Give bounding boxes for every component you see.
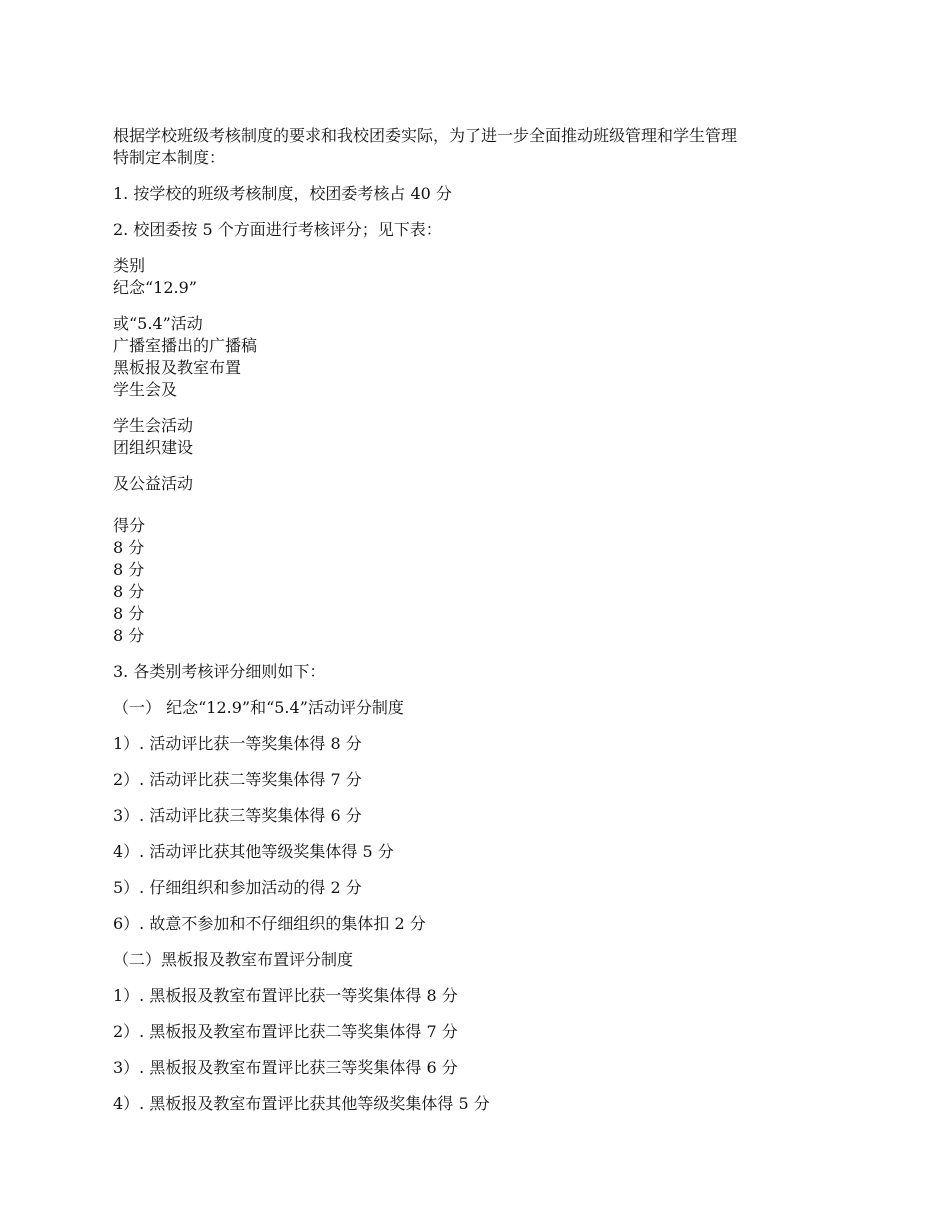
section-1-rule: 4）. 活动评比获其他等级奖集体得 5 分 [113,842,394,861]
section-2-title: （二）黑板报及教室布置评分制度 [113,950,354,969]
intro-line-2: 特制定本制度： [113,148,226,167]
table-score: 8 分 [113,560,145,579]
table-category-line: 或“5.4”活动 [113,314,203,333]
table-category-line: 团组织建设 [113,438,194,457]
section-1-title: （一） 纪念“12.9”和“5.4”活动评分制度 [113,698,404,717]
section-1-rule: 6）. 故意不参加和不仔细组织的集体扣 2 分 [113,914,426,933]
section-2-rule: 1）. 黑板报及教室布置评比获一等奖集体得 8 分 [113,986,458,1005]
section-1-rule: 2）. 活动评比获二等奖集体得 7 分 [113,770,362,789]
item-1: 1. 按学校的班级考核制度，校团委考核占 40 分 [113,184,452,203]
section-1-rule: 3）. 活动评比获三等奖集体得 6 分 [113,806,362,825]
section-1-rule: 5）. 仔细组织和参加活动的得 2 分 [113,878,362,897]
item-3: 3. 各类别考核评分细则如下： [113,662,326,681]
table-category-header: 类别 [113,256,146,275]
score-table [113,255,853,647]
table-category-line: 纪念“12.9” [113,278,197,297]
document-body [113,125,853,1115]
section-2-rule: 4）. 黑板报及教室布置评比获其他等级奖集体得 5 分 [113,1094,490,1113]
section-2-rule: 2）. 黑板报及教室布置评比获二等奖集体得 7 分 [113,1022,458,1041]
table-score: 8 分 [113,582,145,601]
section-1-rule: 1）. 活动评比获一等奖集体得 8 分 [113,734,362,753]
table-category-line: 学生会活动 [113,416,194,435]
table-category-line: 及公益活动 [113,474,194,493]
section-2-rule: 3）. 黑板报及教室布置评比获三等奖集体得 6 分 [113,1058,458,1077]
table-category-line: 黑板报及教室布置 [113,358,242,377]
item-2: 2. 校团委按 5 个方面进行考核评分；见下表： [113,220,442,239]
table-score: 8 分 [113,538,145,557]
table-category-line: 学生会及 [113,380,178,399]
intro-line-1: 根据学校班级考核制度的要求和我校团委实际，为了进一步全面推动班级管理和学生管理 [113,126,738,145]
table-score: 8 分 [113,626,145,645]
table-score: 8 分 [113,604,145,623]
table-score-header: 得分 [113,516,146,535]
table-category-line: 广播室播出的广播稿 [113,336,258,355]
